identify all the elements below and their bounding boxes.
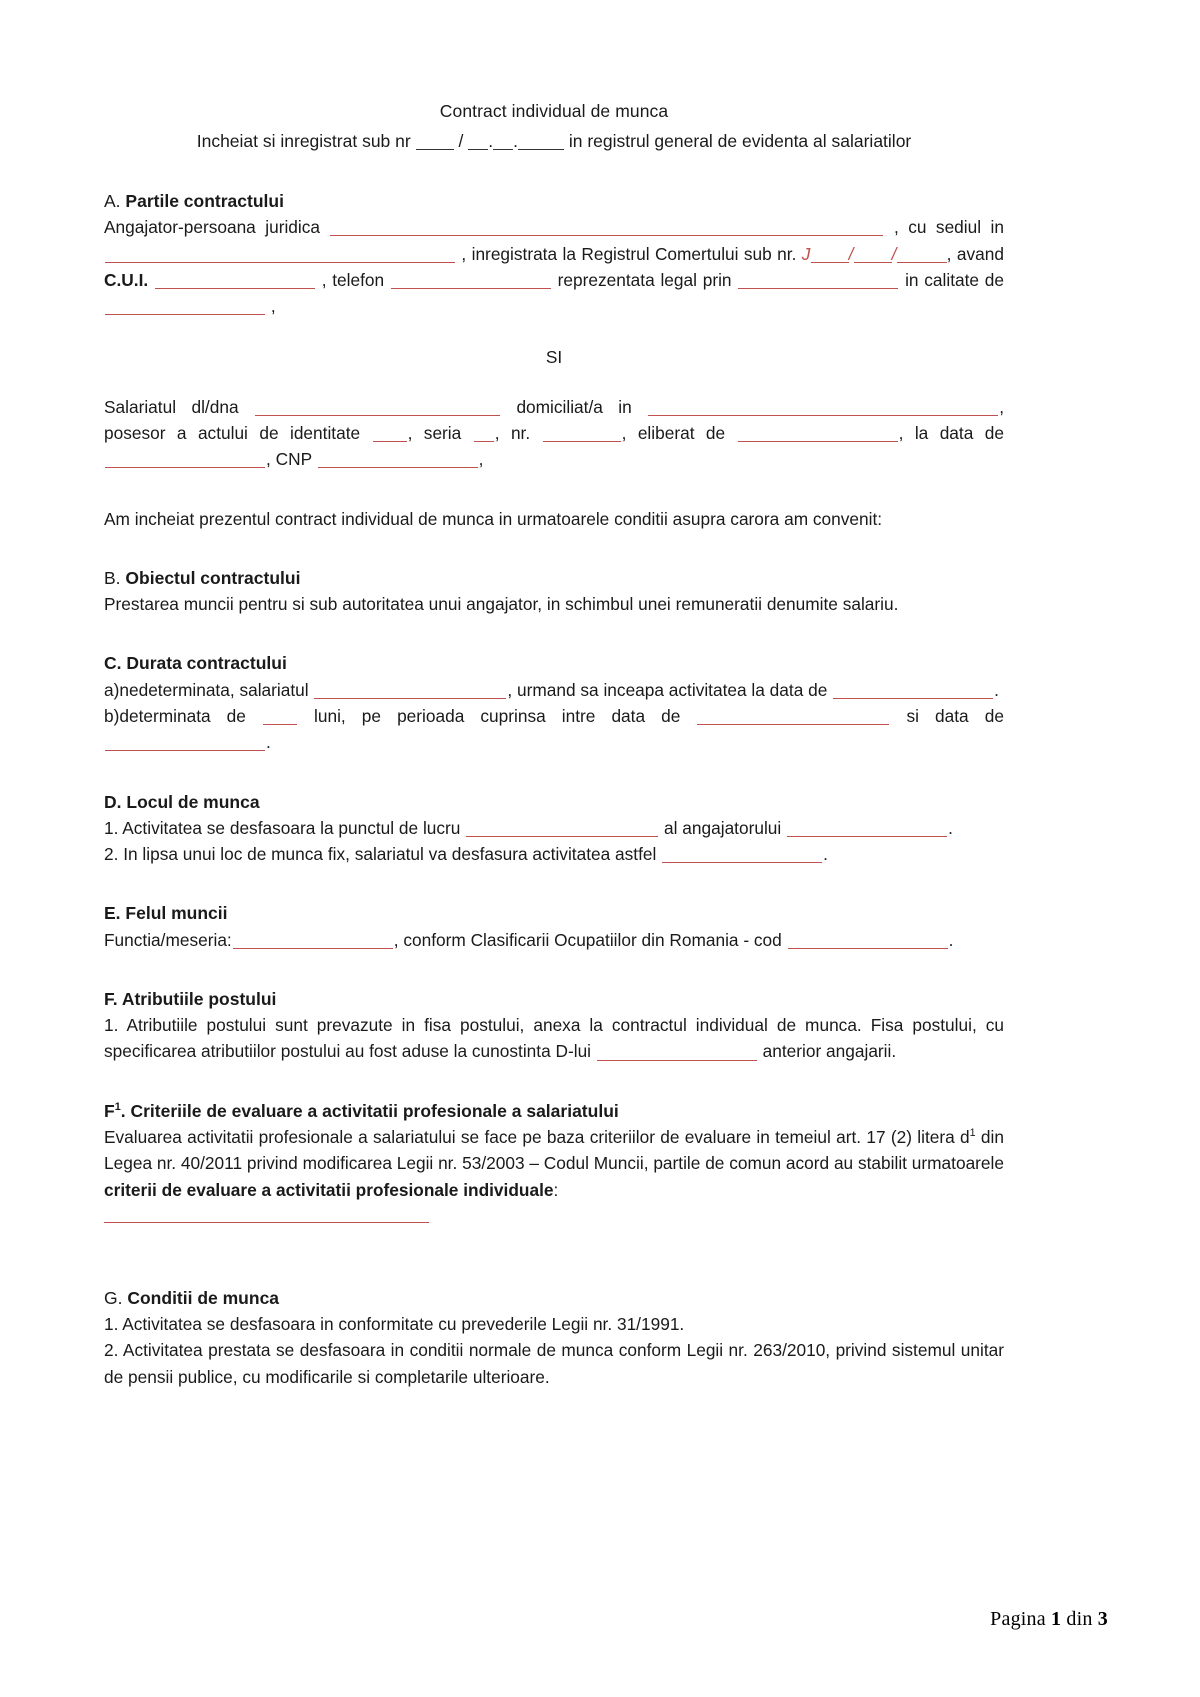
section-letter-g: G. — [104, 1287, 123, 1308]
section-title-a: Partile contractului — [125, 191, 284, 212]
subtitle-suffix: in registrul general de evidenta al salariatilor — [568, 131, 912, 152]
employer-seat-tail: , cu sediul in — [893, 217, 1004, 238]
section-letter-f: F. — [104, 988, 118, 1009]
registry-prefix-j: J — [801, 243, 811, 264]
section-letter-f1: F — [104, 1100, 115, 1121]
employer-paragraph: Angajator-persoana juridica , cu sediul in , inregistrata la Registrul Comertului sub nr. J / / , avand C.U.I. , telefon reprezentata legal prin in calitate de , — [104, 217, 1005, 317]
registry-comma: , — [946, 243, 952, 264]
duration-b-end-date-blank[interactable] — [105, 734, 265, 751]
document-body — [104, 98, 1004, 1390]
subtitle-prefix: Incheiat si inregistrat sub nr — [196, 131, 411, 152]
employee-domicile-comma: , — [999, 396, 1005, 417]
work-conditions-item-1: 1. Activitatea se desfasoara in conformitate cu prevederile Legii nr. 31/1991. — [104, 1314, 685, 1335]
section-f1-body — [104, 1124, 1004, 1203]
id-nr-label: nr. — [510, 423, 531, 444]
functia-blank[interactable] — [233, 931, 393, 948]
section-title-d: Locul de munca — [126, 791, 260, 812]
section-heading-d — [104, 789, 1004, 815]
calitate-tail: , — [270, 296, 276, 317]
footer-current-page: 1 — [1051, 1608, 1062, 1630]
duration-b-start-date-blank[interactable] — [697, 708, 889, 725]
page-footer — [990, 1608, 1108, 1631]
employee-paragraph: Salariatul dl/dna domiciliat/a in , posesor a actului de identitate , seria , nr. , eliberat de , la data de , CNP , — [104, 396, 1005, 470]
id-seria-blank[interactable] — [474, 425, 494, 442]
registry-sep-2: / — [891, 243, 897, 264]
id-eliberat-label: , eliberat de — [621, 423, 726, 444]
reprezentata-label: reprezentata legal prin — [557, 269, 732, 290]
id-ladata-label: , la data de — [898, 423, 1004, 444]
registration-number-blank[interactable] — [416, 133, 454, 151]
cui-label: C.U.I. — [104, 269, 149, 290]
employer-registry-tail: , inregistrata la Registrul Comertului sub nr. — [461, 243, 797, 264]
employer-label: Angajator-persoana juridica — [104, 217, 321, 238]
evaluation-text-2: din Legea nr. 40/2011 privind modificarea Legii nr. 53/2003 – Codul Muncii, partile de comun acord au stabilit urmatoarele — [104, 1126, 1004, 1174]
section-letter-e: E. — [104, 903, 121, 924]
section-title-c: Durata contractului — [126, 653, 287, 674]
cor-end: . — [948, 929, 954, 950]
section-f-body — [104, 1012, 1004, 1065]
footer-din-label: din — [1066, 1608, 1093, 1630]
section-title-b: Obiectul contractului — [125, 567, 301, 588]
duration-a-end: . — [994, 679, 999, 700]
registry-sep-1: / — [848, 243, 854, 264]
employee-name-blank[interactable] — [255, 398, 500, 415]
duration-b-si: si data de — [906, 705, 1004, 726]
section-b-body: Prestarea muncii pentru si sub autoritatea unui angajator, in schimbul unei remuneratii denumite salariu. — [104, 594, 899, 615]
telefon-blank[interactable] — [391, 272, 551, 289]
subtitle-slash: / — [458, 131, 464, 152]
footer-pagina-label: Pagina — [990, 1608, 1046, 1630]
duration-a-employee-blank[interactable] — [314, 681, 506, 698]
duration-a-label: a)nedeterminata, salariatul — [104, 679, 309, 700]
section-letter-d: D. — [104, 791, 122, 812]
workplace-employer-blank[interactable] — [787, 819, 947, 836]
trade-registry-code-blank[interactable] — [802, 244, 947, 264]
registration-subtitle: Incheiat si inregistrat sub nr / . . in registrul general de evidenta al salariatilor — [196, 131, 912, 152]
section-title-f1: Criteriile de evaluare a activitatii profesionale a salariatului — [130, 1100, 619, 1121]
evaluation-text-3: : — [553, 1179, 559, 1200]
section-letter-c: C. — [104, 653, 122, 674]
cor-label: , conform Clasificarii Ocupatiilor din Romania - cod — [393, 929, 782, 950]
avand-label: avand — [956, 243, 1004, 264]
registration-year-blank[interactable] — [518, 133, 564, 151]
cnp-label: , CNP — [266, 449, 312, 470]
page-title: Contract individual de munca — [439, 101, 669, 121]
workplace-point-blank[interactable] — [466, 819, 658, 836]
section-title-g: Conditii de munca — [127, 1287, 280, 1308]
section-letter-f1-superscript: 1 — [114, 1100, 121, 1113]
section-title-f: Atributiile postului — [121, 988, 277, 1009]
section-heading-c — [104, 650, 1004, 676]
representative-name-blank[interactable] — [738, 272, 898, 289]
section-heading-b — [104, 565, 1004, 591]
duration-b-label: b)determinata de — [104, 705, 246, 726]
registration-day-blank[interactable] — [468, 133, 488, 151]
duration-b-end: . — [266, 732, 271, 753]
employee-label: Salariatul dl/dna — [104, 396, 239, 417]
cui-blank[interactable] — [155, 272, 315, 289]
workplace-item-1 — [104, 815, 1004, 841]
workplace-mobile-blank[interactable] — [662, 846, 822, 863]
duration-a-start-date-blank[interactable] — [833, 681, 993, 698]
employee-domicile-blank[interactable] — [648, 398, 998, 415]
contract-duration-a — [104, 677, 1004, 703]
duration-a-mid: , urmand sa inceapa activitatea la data de — [507, 679, 828, 700]
section-letter-f1-dot: . — [120, 1100, 126, 1121]
telefon-label: telefon — [332, 269, 385, 290]
section-heading-f1 — [104, 1098, 1004, 1124]
representative-role-blank[interactable] — [105, 298, 265, 315]
calitate-label: in calitate de — [905, 269, 1005, 290]
cnp-blank[interactable] — [318, 451, 478, 468]
employer-address-blank[interactable] — [105, 245, 455, 262]
duration-b-months-blank[interactable] — [263, 708, 297, 725]
job-duties-text-1: 1. Atributiile postului sunt prevazute in fisa postului, anexa la contractul individual de munca. Fisa postului, cu specificarea atributiilor postului au fost aduse la cunostinta D-lui — [104, 1015, 1004, 1062]
section-letter-a: A. — [104, 191, 121, 212]
workplace-1-mid: al angajatorului — [664, 817, 782, 838]
employee-domicile-label: domiciliat/a in — [516, 396, 632, 417]
id-seria-label: seria — [423, 423, 462, 444]
section-heading-f — [104, 986, 1004, 1012]
registration-month-blank[interactable] — [493, 133, 513, 151]
id-issue-date-blank[interactable] — [105, 451, 265, 468]
id-document-type-blank[interactable] — [373, 425, 407, 442]
contract-duration-b — [104, 703, 1004, 756]
id-issuer-blank[interactable] — [738, 425, 898, 442]
agreement-statement: Am incheiat prezentul contract individual de munca in urmatoarele conditii asupra carora am convenit: — [104, 508, 883, 529]
functia-label: Functia/meseria: — [104, 929, 232, 950]
job-duties-person-blank[interactable] — [597, 1043, 757, 1060]
cnp-tail: , — [478, 449, 484, 470]
workplace-item-2 — [104, 841, 1004, 867]
cor-code-blank[interactable] — [788, 931, 948, 948]
duration-b-luni: luni, pe perioada cuprinsa intre data de — [314, 705, 681, 726]
evaluation-criteria-bold: criterii de evaluare a activitatii profesionale individuale — [104, 1179, 554, 1200]
evaluation-superscript: 1 — [969, 1127, 976, 1140]
work-conditions-item-2: 2. Activitatea prestata se desfasoara in conditii normale de munca conform Legii nr. 263/2010, privind sistemul unitar de pensii publice, cu modificarile si completarile ulterioare. — [104, 1340, 1004, 1387]
job-duties-text-2: anterior angajarii. — [762, 1041, 897, 1062]
workplace-1-label: 1. Activitatea se desfasoara la punctul de lucru — [104, 817, 461, 838]
id-document-label: posesor a actului de identitate — [104, 423, 361, 444]
workplace-2-end: . — [823, 844, 828, 865]
id-numar-blank[interactable] — [543, 425, 621, 442]
evaluation-text-1: Evaluarea activitatii profesionale a salariatului se face pe baza criteriilor de evaluare in temeiul art. 17 (2) litera d — [104, 1126, 970, 1147]
workplace-2-label: 2. In lipsa unui loc de munca fix, salariatul va desfasura activitatea astfel — [104, 844, 657, 865]
section-letter-b: B. — [104, 567, 121, 588]
job-type-line — [104, 927, 1004, 953]
si-connector: SI — [545, 346, 563, 367]
section-title-e: Felul muncii — [125, 903, 228, 924]
footer-total-pages: 3 — [1097, 1608, 1108, 1630]
employer-name-blank[interactable] — [330, 219, 883, 236]
section-heading-a — [104, 188, 1004, 214]
section-heading-g — [104, 1285, 1004, 1311]
section-heading-e — [104, 900, 1004, 926]
workplace-1-end: . — [948, 817, 953, 838]
